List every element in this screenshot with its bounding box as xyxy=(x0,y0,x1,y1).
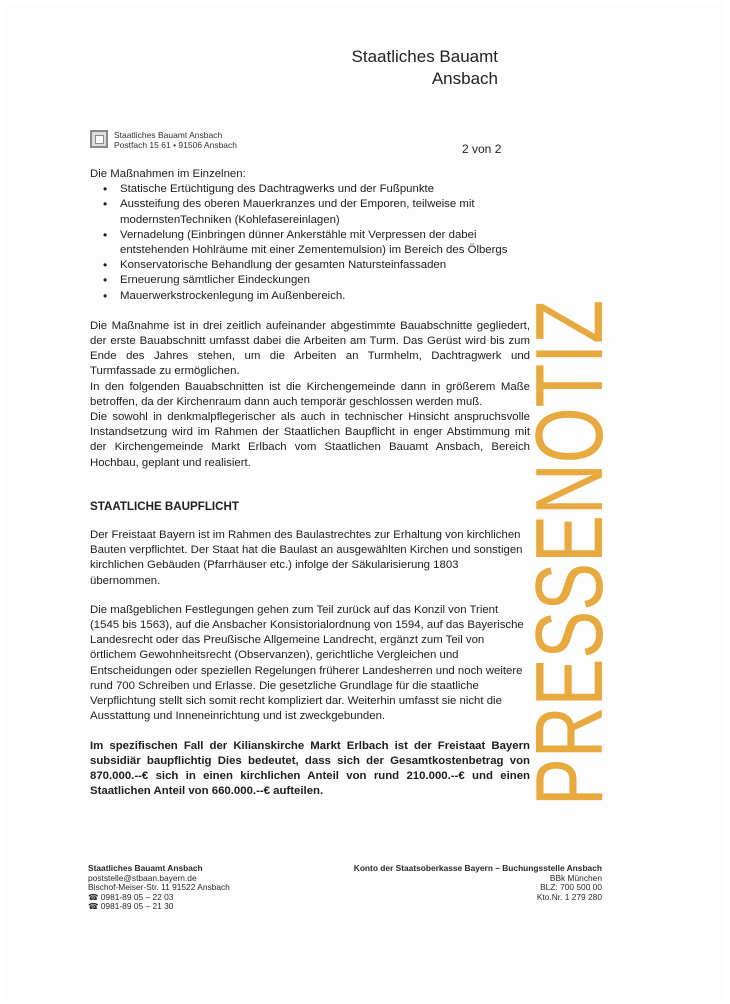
footer-bank-title: Konto der Staatsoberkasse Bayern – Buchungsstelle Ansbach xyxy=(353,863,602,873)
paragraph-restoration: Die sowohl in denkmalpflegerischer als auch in technischer Hinsicht anspruchsvolle Instandsetzung wird im Rahmen der Staatlichen Baupflicht in enger Abstimmung mit der Kirchengemeinde Markt Erlbach vom Staatlichen Bauamt Ansbach, Bereich Hochbau, geplant und realisiert. xyxy=(90,411,530,469)
list-item: • Mauerwerkstrockenlegung im Außenbereich. xyxy=(120,289,530,304)
measures-intro: Die Maßnahmen im Einzelnen: xyxy=(90,168,246,180)
pressenotiz-stamp xyxy=(516,128,623,810)
authority-logo-icon xyxy=(90,130,108,148)
footer-blz: BLZ: 700 500 00 xyxy=(540,882,602,893)
sender-block xyxy=(90,130,237,150)
footer-bank xyxy=(354,864,602,902)
footer-phone: ☎ 0981-89 05 – 22 03 xyxy=(88,891,174,902)
measures-list xyxy=(90,182,530,304)
letterhead-line-1: Staatliches Bauamt xyxy=(351,47,498,66)
paragraph-construction-phases: Die Maßnahme ist in drei zeitlich aufeinander abgestimmte Bauabschnitte gegliedert, der erste Bauabschnitt umfasst dabei die Arbeiten am Turm. Das Gerüst wird bis zum Ende des Jahres stehen, um die Arbeiten an Turmhelm, Dachtragwerk und Turmfassade zu ermöglichen. xyxy=(90,319,530,378)
letterhead-line-2: Ansbach xyxy=(431,69,498,88)
paragraph-legal-basis: Die maßgeblichen Festlegungen gehen zum Teil zurück auf das Konzil von Trient (1545 bis 1563), auf die Ansbacher Konsistorialordnung von 1594, auf das Bayerische Landesrecht oder das Preußische Allgemeine Landrecht, ergänzt zum Teil von örtlichem Gewohnheitsrecht (Observanzen), gerichtliche Vergleichen und Entscheidungen oder speziellen Regelungen früherer Landesherren und noch weitere rund 700 Schreiben und Erlasse. Die gesetzliche Grundlage für die staatliche Verpflichtung stellt sich somit recht kompliziert dar. Weiterhin umfasst sie nicht die Ausstattung und Inneneinrichtung und ist zweckgebunden. xyxy=(90,603,524,723)
document-page xyxy=(2,2,724,1000)
paragraph-cost-split: Im spezifischen Fall der Kilianskirche Markt Erlbach ist der Freistaat Bayern subsidiär baupflichtig Dies bedeutet, dass sich der Gesamtkostenbetrag von 870.000.--€ sich in einen kirchlichen Anteil von rund 210.000.--€ und einen Staatlichen Anteil von 660.000.--€ aufteilen. xyxy=(90,739,530,798)
list-item: • Vernadelung (Einbringen dünner Ankerstähle mit Verpressen der dabei entstehenden Hohlräume mit einer Zementemulsion) im Bereich des Ölbergs xyxy=(120,228,530,258)
list-item: • Erneuerung sämtlicher Eindeckungen xyxy=(120,273,530,288)
document-body xyxy=(90,167,530,799)
list-item: • Konservatorische Behandlung der gesamten Natursteinfassaden xyxy=(120,258,530,273)
footer-fax: ☎ 0981-89 05 – 21 30 xyxy=(88,901,174,912)
footer-street: Bischof-Meiser-Str. 11 91522 Ansbach xyxy=(88,882,230,893)
footer-email: poststelle@stbaan.bayern.de xyxy=(88,872,197,883)
footer-org-name: Staatliches Bauamt Ansbach xyxy=(88,863,203,873)
footer-bank-name: BBk München xyxy=(549,872,602,883)
footer-contact xyxy=(88,864,230,912)
section-heading: STAATLICHE BAUPFLICHT xyxy=(90,499,239,513)
sender-name: Staatliches Bauamt Ansbach xyxy=(114,130,223,140)
sender-address: Postfach 15 61 • 91506 Ansbach xyxy=(114,140,238,150)
list-item: • Aussteifung des oberen Mauerkranzes und der Emporen, teilweise mit modernstenTechniken (Kohlefasereinlagen) xyxy=(120,197,530,227)
stamp-text: PRESSENOTIZ xyxy=(516,128,623,806)
paragraph-obligation: Der Freistaat Bayern ist im Rahmen des Baulastrechtes zur Erhaltung von kirchlichen Bauten verpflichtet. Der Staat hat die Baulast an ausgewählten Kirchen und sonstigen kirchlichen Gebäuden (Pfarrhäuser etc.) infolge der Säkularisierung 1803 übernommen. xyxy=(90,529,523,587)
paragraph-following-phases: In den folgenden Bauabschnitten ist die Kirchengemeinde dann in größerem Maße betroffen, da der Kirchenraum dann auch temporär geschlossen werden muß. xyxy=(90,380,530,408)
list-item: • Statische Ertüchtigung des Dachtragwerks und der Fußpunkte xyxy=(120,182,530,197)
footer-account: Kto.Nr. 1 279 280 xyxy=(536,891,602,902)
page-number: 2 von 2 xyxy=(462,142,502,156)
letterhead-organization xyxy=(352,46,498,90)
